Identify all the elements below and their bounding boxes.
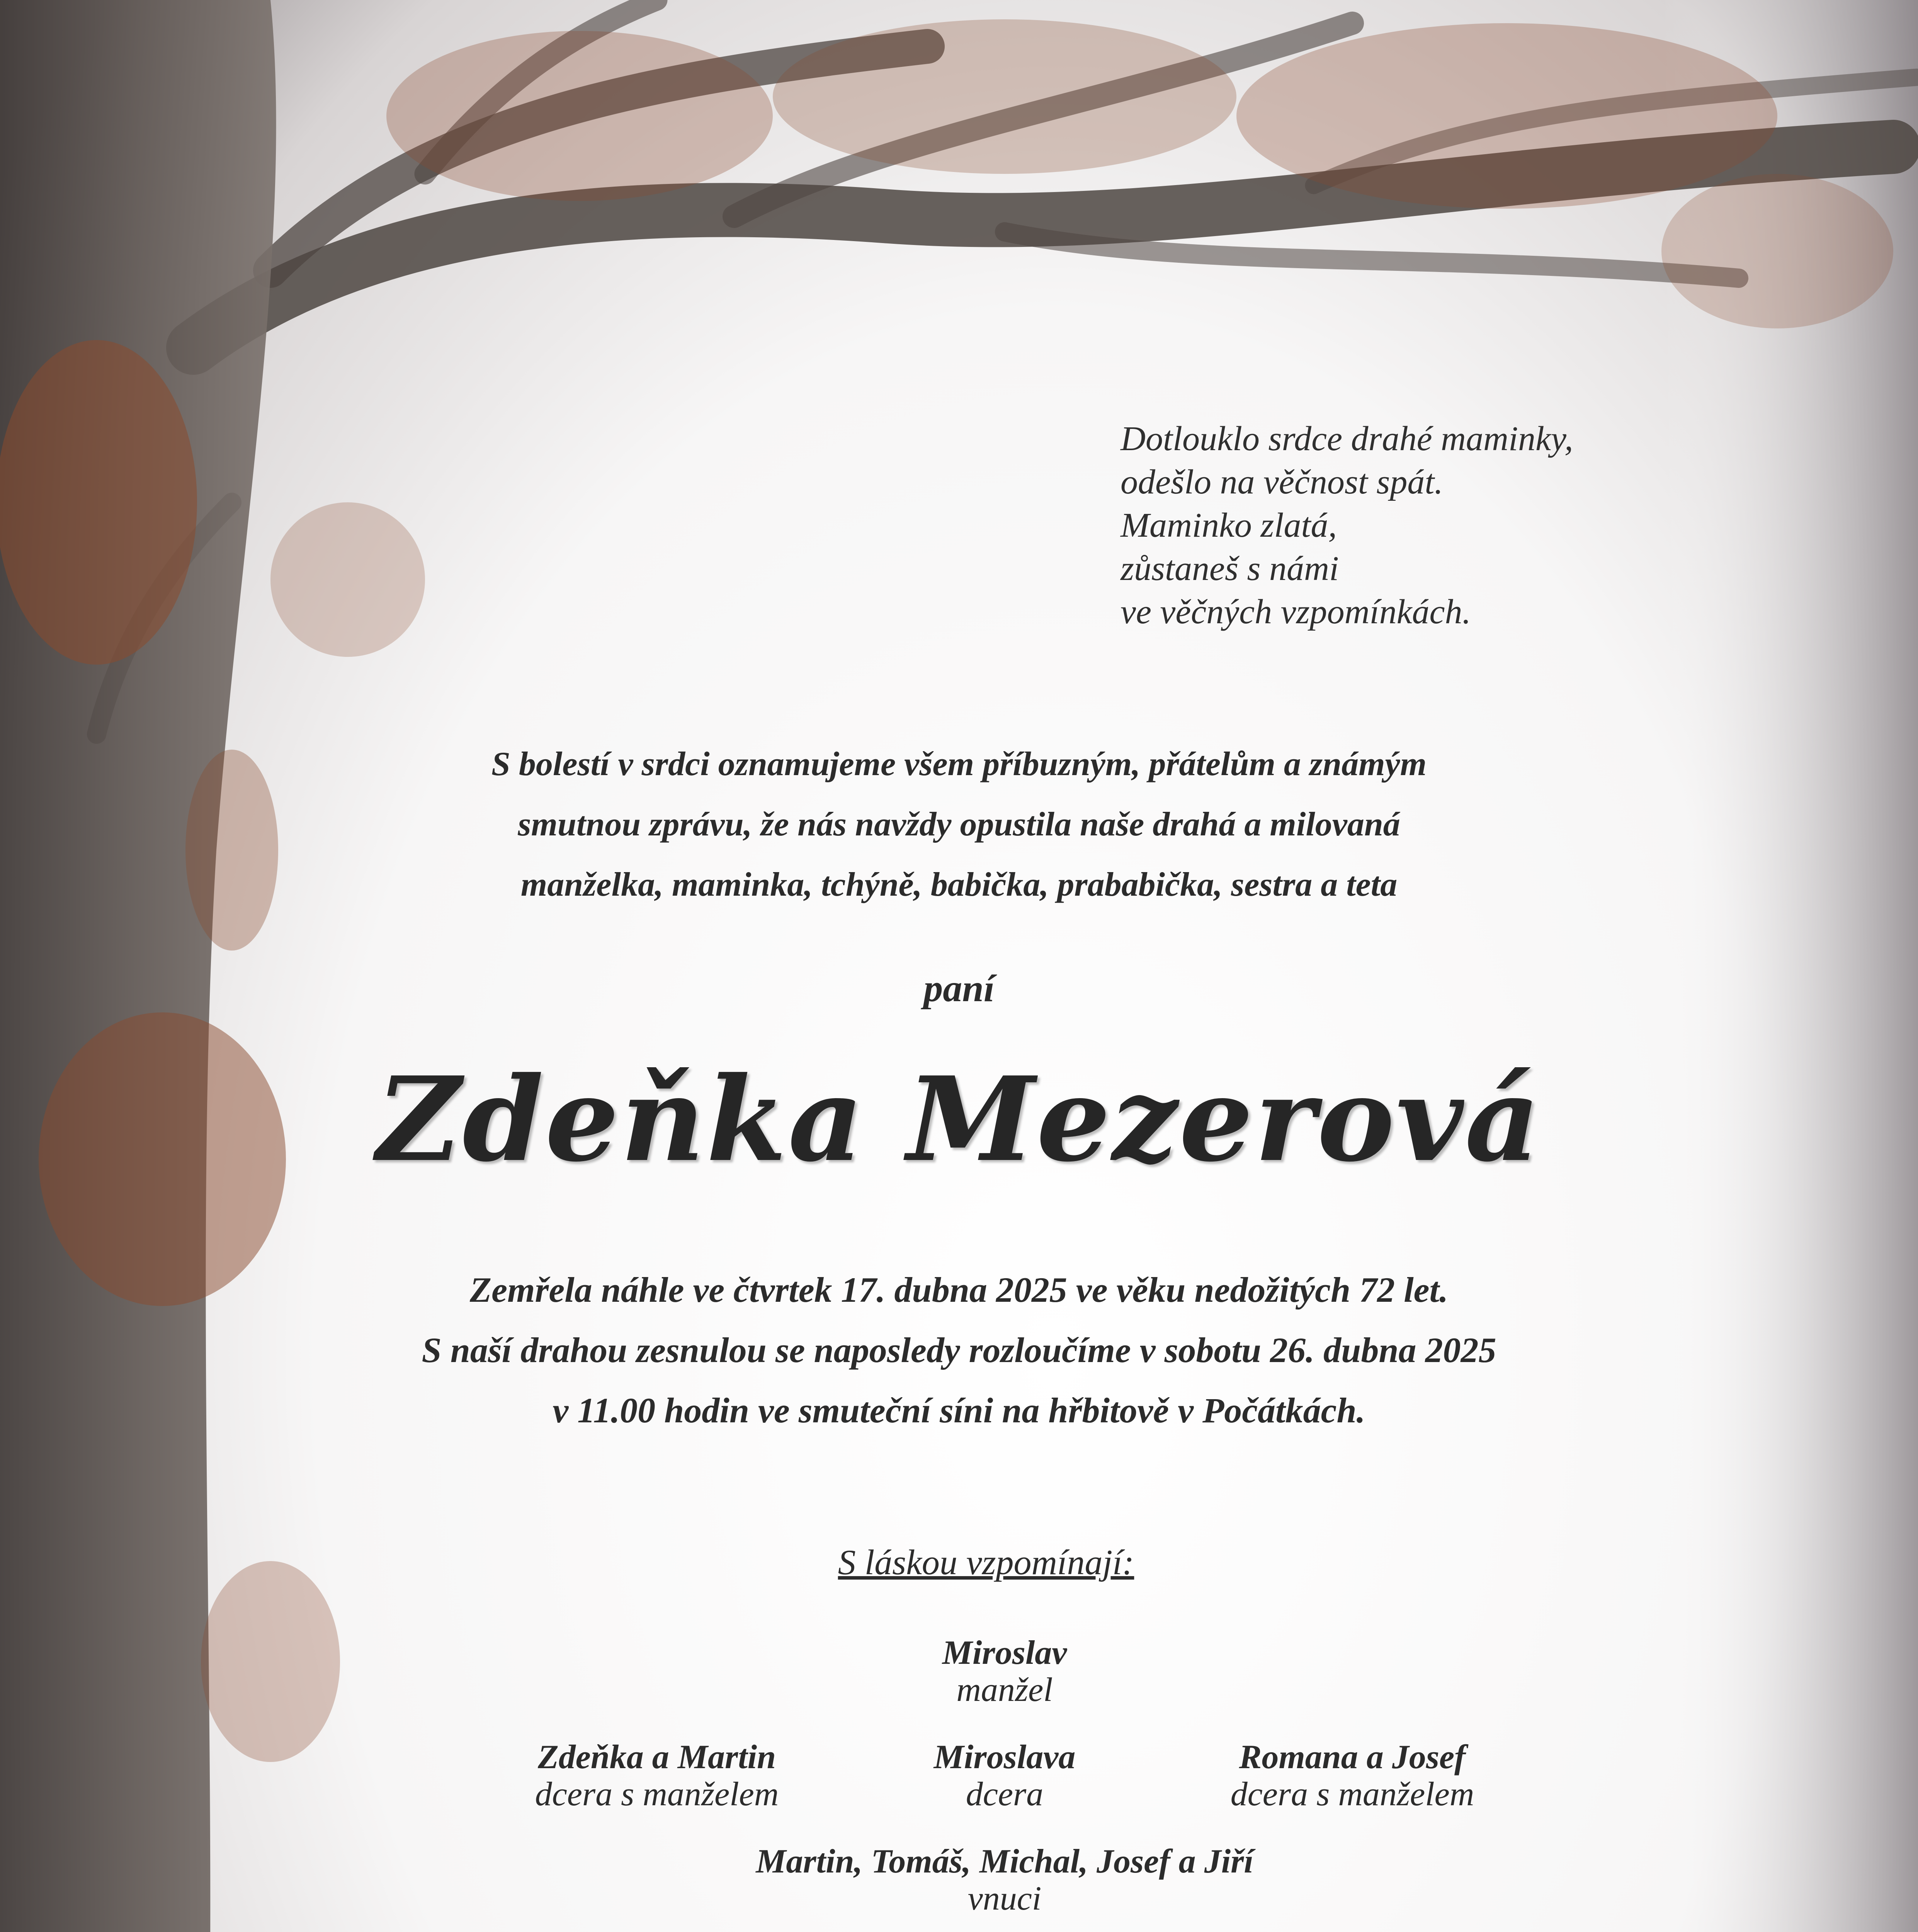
title-prefix: paní: [923, 967, 995, 1010]
poem-line: zůstaneš s námi: [1121, 549, 1339, 588]
poem-line: Maminko zlatá,: [1121, 506, 1337, 544]
mourner-relation: dcera s manželem: [1230, 1776, 1474, 1813]
mourner-daughter-3: [1159, 1739, 1546, 1813]
mourner-husband: [850, 1634, 1159, 1709]
mourner-relation: vnuci: [968, 1880, 1042, 1917]
mourner-daughter-1: [464, 1739, 850, 1813]
mourner-grandchildren: [618, 1843, 1391, 1917]
intro-line: smutnou zprávu, že nás navždy opustila naše drahá a milovaná: [518, 806, 1400, 843]
poem-line: Dotlouklo srdce drahé maminky,: [1121, 420, 1573, 458]
intro-line: manželka, maminka, tchýně, babička, prababička, sestra a teta: [520, 866, 1398, 903]
mourner-name: Martin, Tomáš, Michal, Josef a Jiří: [756, 1843, 1253, 1880]
mourner-name: Romana a Josef: [1239, 1738, 1466, 1776]
intro-line: S bolestí v srdci oznamujeme všem příbuzným, přátelům a známým: [491, 745, 1427, 783]
memorial-poem: [1121, 417, 1739, 634]
mourner-name: Miroslava: [933, 1738, 1076, 1776]
mourner-name: Miroslav: [942, 1634, 1067, 1672]
poem-line: odešlo na věčnost spát.: [1121, 463, 1443, 501]
mourner-daughter-2: [850, 1739, 1159, 1813]
announcement-intro: [0, 734, 1918, 915]
mourners-title: S láskou vzpomínají:: [838, 1543, 1134, 1582]
mourner-name: Zdeňka a Martin: [537, 1738, 776, 1776]
details-line: v 11.00 hodin ve smuteční síni na hřbitově v Počátkách.: [553, 1391, 1365, 1430]
mourner-relation: manžel: [956, 1671, 1053, 1709]
mourner-relation: dcera: [966, 1776, 1044, 1813]
deceased-name: Zdeňka Mezerová: [376, 1051, 1542, 1187]
mourner-relation: dcera s manželem: [535, 1776, 779, 1813]
poem-line: ve věčných vzpomínkách.: [1121, 593, 1471, 631]
details-line: Zemřela náhle ve čtvrtek 17. dubna 2025 ve věku nedožitých 72 let.: [469, 1270, 1449, 1310]
funeral-details: [0, 1260, 1918, 1440]
details-line: S naší drahou zesnulou se naposledy rozloučíme v sobotu 26. dubna 2025: [422, 1330, 1496, 1370]
